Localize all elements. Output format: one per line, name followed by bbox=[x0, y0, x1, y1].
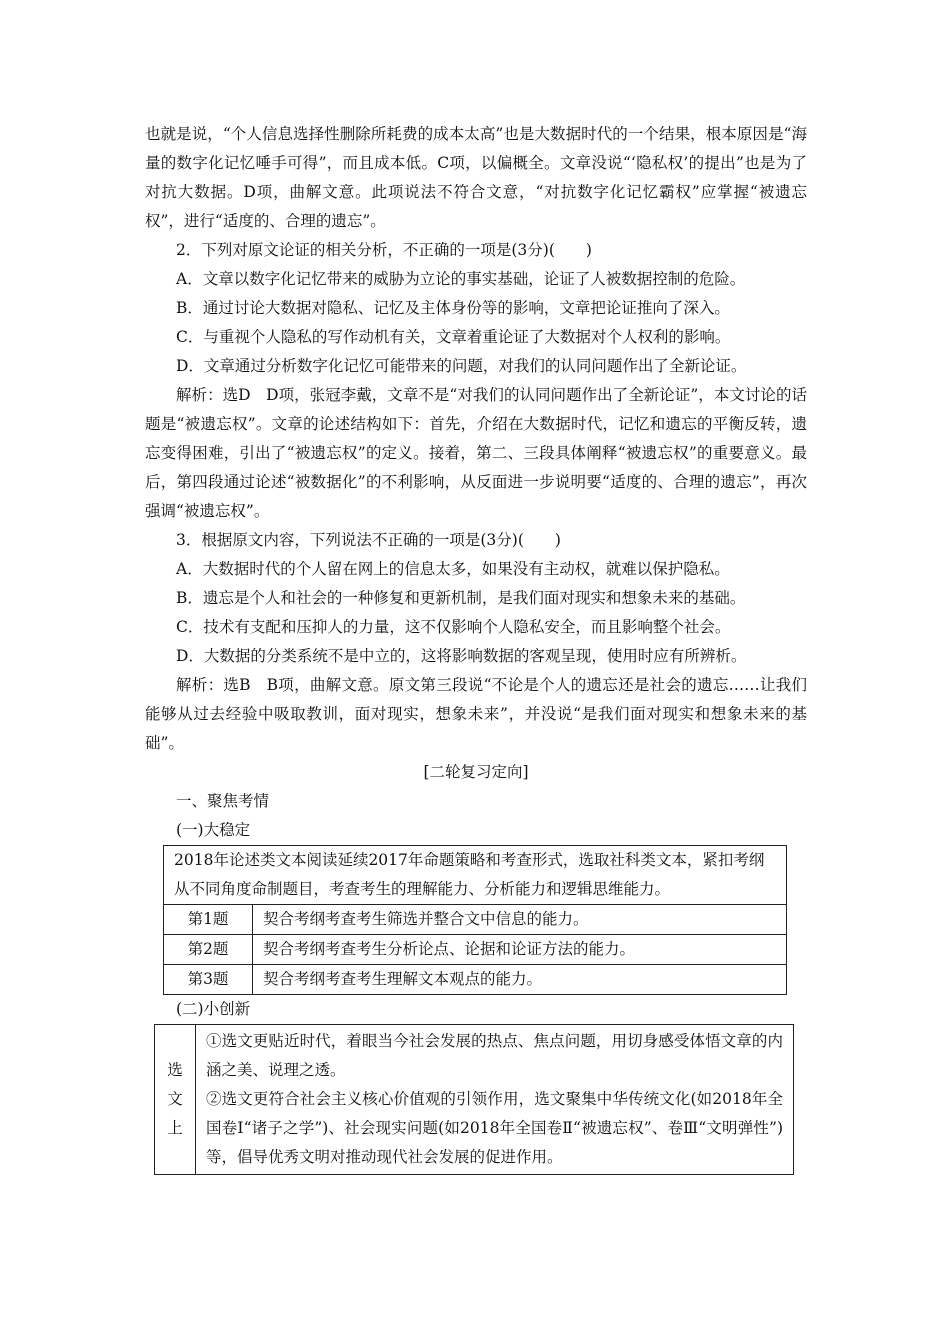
row-text: 契合考纲考查考生筛选并整合文中信息的能力。 bbox=[253, 905, 787, 935]
table-row bbox=[164, 846, 787, 905]
row-label: 第1题 bbox=[164, 905, 253, 935]
table-row bbox=[164, 905, 787, 935]
q2-explanation: 解析：选D D项，张冠李戴，文章不是“对我们的认同问题作出了全新论证”，本文讨论的话题是“被遗忘权”。文章的论述结构如下：首先，介绍在大数据时代，记忆和遗忘的平衡反转，遗忘变得困难，引出了“被遗忘权”的定义。接着，第二、三段具体阐释“被遗忘权”的重要意义。最后，第四段通过论述“被数据化”的不利影响，从反面进一步说明要“适度的、合理的遗忘”，再次强调“被遗忘权”。 bbox=[145, 386, 807, 520]
q2-option-b: B．通过讨论大数据对隐私、记忆及主体身份等的影响，文章把论证推向了深入。 bbox=[176, 299, 730, 317]
q3-option-b: B．遗忘是个人和社会的一种修复和更新机制，是我们面对现实和想象未来的基础。 bbox=[176, 589, 746, 607]
side-char: 选 bbox=[167, 1061, 183, 1079]
q2-option-d: D．文章通过分析数字化记忆可能带来的问题，对我们的认同问题作出了全新论证。 bbox=[176, 357, 747, 375]
explanation-q1-continued: 也就是说，“个人信息选择性删除所耗费的成本太高”也是大数据时代的一个结果，根本原因是“海量的数字化记忆唾手可得”，而且成本低。C项，以偏概全。文章没说“‘隐私权’的提出”也是为了对抗大数据。D项，曲解文意。此项说法不符合文意，“对抗数字化记忆霸权”应掌握“被遗忘权”，进行“适度的、合理的遗忘”。 bbox=[145, 125, 807, 230]
side-char: 文 bbox=[167, 1090, 183, 1108]
subheading-stable: (一)大稳定 bbox=[176, 821, 251, 839]
q3-option-d: D．大数据的分类系统不是中立的，这将影响数据的客观呈现，使用时应有所辨析。 bbox=[176, 647, 747, 665]
q2-stem: 2．下列对原文论证的相关分析，不正确的一项是(3分)( ) bbox=[176, 241, 592, 259]
stable-table bbox=[163, 845, 787, 995]
side-label bbox=[155, 1025, 196, 1175]
innovation-point-2: ②选文更符合社会主义核心价值观的引领作用，选文聚集中华传统文化(如2018年全国卷Ⅰ“诸子之学”)、社会现实问题(如2018年全国卷Ⅱ“被遗忘权”、卷Ⅲ“文明弹性”)等，倡导优秀文明对推动现代社会发展的促进作用。 bbox=[206, 1090, 783, 1166]
side-char: 上 bbox=[167, 1119, 183, 1137]
q2-option-c: C．与重视个人隐私的写作动机有关，文章着重论证了大数据对个人权利的影响。 bbox=[176, 328, 731, 346]
row-label: 第3题 bbox=[164, 965, 253, 995]
row-text: 契合考纲考查考生理解文本观点的能力。 bbox=[253, 965, 787, 995]
row-label: 第2题 bbox=[164, 935, 253, 965]
innovation-point-1: ①选文更贴近时代，着眼当今社会发展的热点、焦点问题，用切身感受体悟文章的内涵之美、说理之透。 bbox=[206, 1032, 783, 1079]
table-intro-cell: 2018年论述类文本阅读延续2017年命题策略和考查形式，选取社科类文本，紧扣考纲从不同角度命制题目，考查考生的理解能力、分析能力和逻辑思维能力。 bbox=[164, 846, 787, 905]
q3-option-c: C．技术有支配和压抑人的力量，这不仅影响个人隐私安全，而且影响整个社会。 bbox=[176, 618, 731, 636]
table-row bbox=[155, 1025, 794, 1175]
q3-option-a: A．大数据时代的个人留在网上的信息太多，如果没有主动权，就难以保护隐私。 bbox=[176, 560, 730, 578]
innovation-body bbox=[196, 1025, 794, 1175]
innovation-table bbox=[154, 1024, 794, 1175]
q2-option-a: A．文章以数字化记忆带来的威胁为立论的事实基础，论证了人被数据控制的危险。 bbox=[176, 270, 746, 288]
table-row bbox=[164, 965, 787, 995]
table-row bbox=[164, 935, 787, 965]
q3-stem: 3．根据原文内容，下列说法不正确的一项是(3分)( ) bbox=[176, 531, 561, 549]
heading-focus: 一、聚焦考情 bbox=[176, 792, 270, 810]
document-content bbox=[145, 120, 807, 1175]
section-title: [二轮复习定向] bbox=[423, 763, 529, 781]
q3-explanation: 解析：选B B项，曲解文意。原文第三段说“不论是个人的遗忘还是社会的遗忘……让我们能够从过去经验中吸取教训，面对现实，想象未来”，并没说“是我们面对现实和想象未来的基础”。 bbox=[145, 676, 807, 752]
row-text: 契合考纲考查考生分析论点、论据和论证方法的能力。 bbox=[253, 935, 787, 965]
subheading-innovation: (二)小创新 bbox=[176, 1000, 251, 1018]
